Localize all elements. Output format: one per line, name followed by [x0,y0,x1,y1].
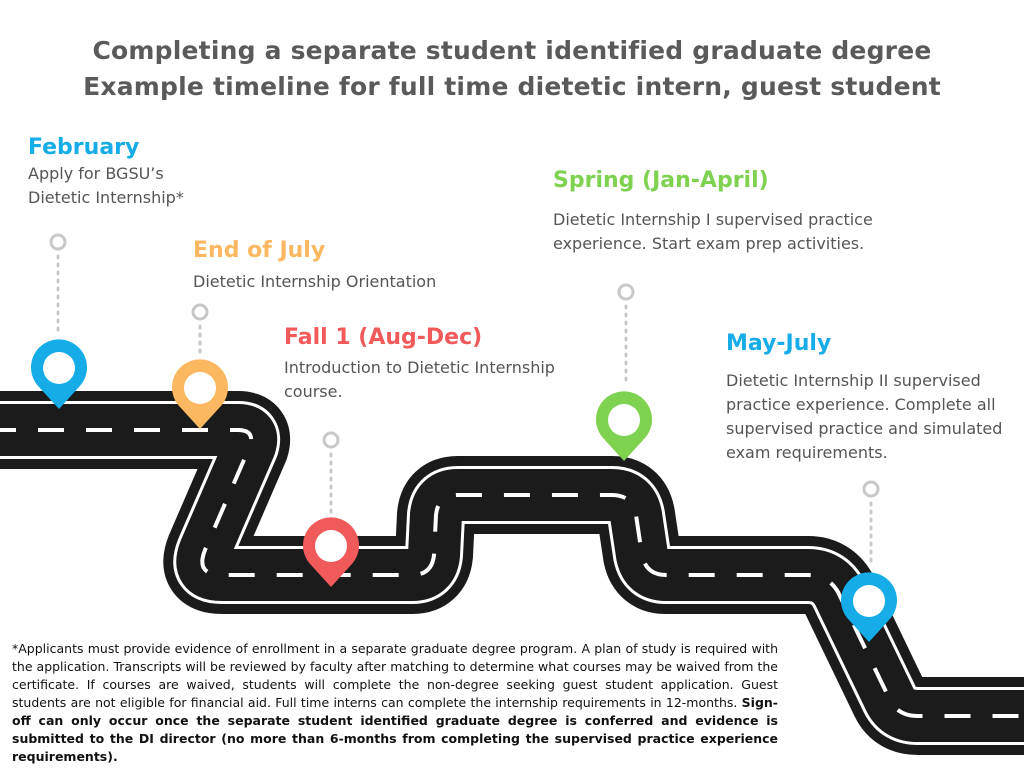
milestone-heading-spring: Spring (Jan-April) [553,168,769,193]
milestone-heading-february: February [28,135,140,160]
map-pin-icon [596,391,652,461]
page-subtitle: Example timeline for full time dietetic intern, guest student [83,72,941,101]
connector-spring [619,285,633,380]
milestone-heading-fall: Fall 1 (Aug-Dec) [284,325,483,350]
milestone-description-fall: Introduction to Dietetic Internship course. [284,358,555,401]
footnote-bold-text: Sign-off can only occur once the separate student identified graduate degree is conferred and evidence is submitted to the DI director (no more than 6-months from completing the supervised practice experience requirements). [12,695,778,764]
footnote [12,640,778,766]
connector-fall [324,433,338,512]
connector-may-july [864,482,878,566]
footnote-text: *Applicants must provide evidence of enrollment in a separate graduate degree program. A plan of study is required with the application. Transcripts will be reviewed by faculty after matching to determine what courses may be waived from the certificate. If courses are waived, students will complete the non-degree seeking guest student application. Guest students are not eligible for financial aid. Full time interns can complete the internship requirements in 12-months. [12,641,778,710]
connector-end-of-july [193,305,207,356]
page-title: Completing a separate student identified graduate degree [92,36,932,65]
milestone-description-may-july: Dietetic Internship II supervised practice experience. Complete all supervised practice and simulated exam requirements. [726,371,1003,462]
milestone-heading-end-of-july: End of July [193,238,326,263]
milestone-description-spring: Dietetic Internship I supervised practice experience. Start exam prep activities. [553,210,873,253]
milestone-description-february: Apply for BGSU’s Dietetic Internship* [28,164,184,207]
milestone-description-end-of-july: Dietetic Internship Orientation [193,272,437,291]
connector-february [51,235,65,330]
milestone-heading-may-july: May-July [726,331,832,356]
